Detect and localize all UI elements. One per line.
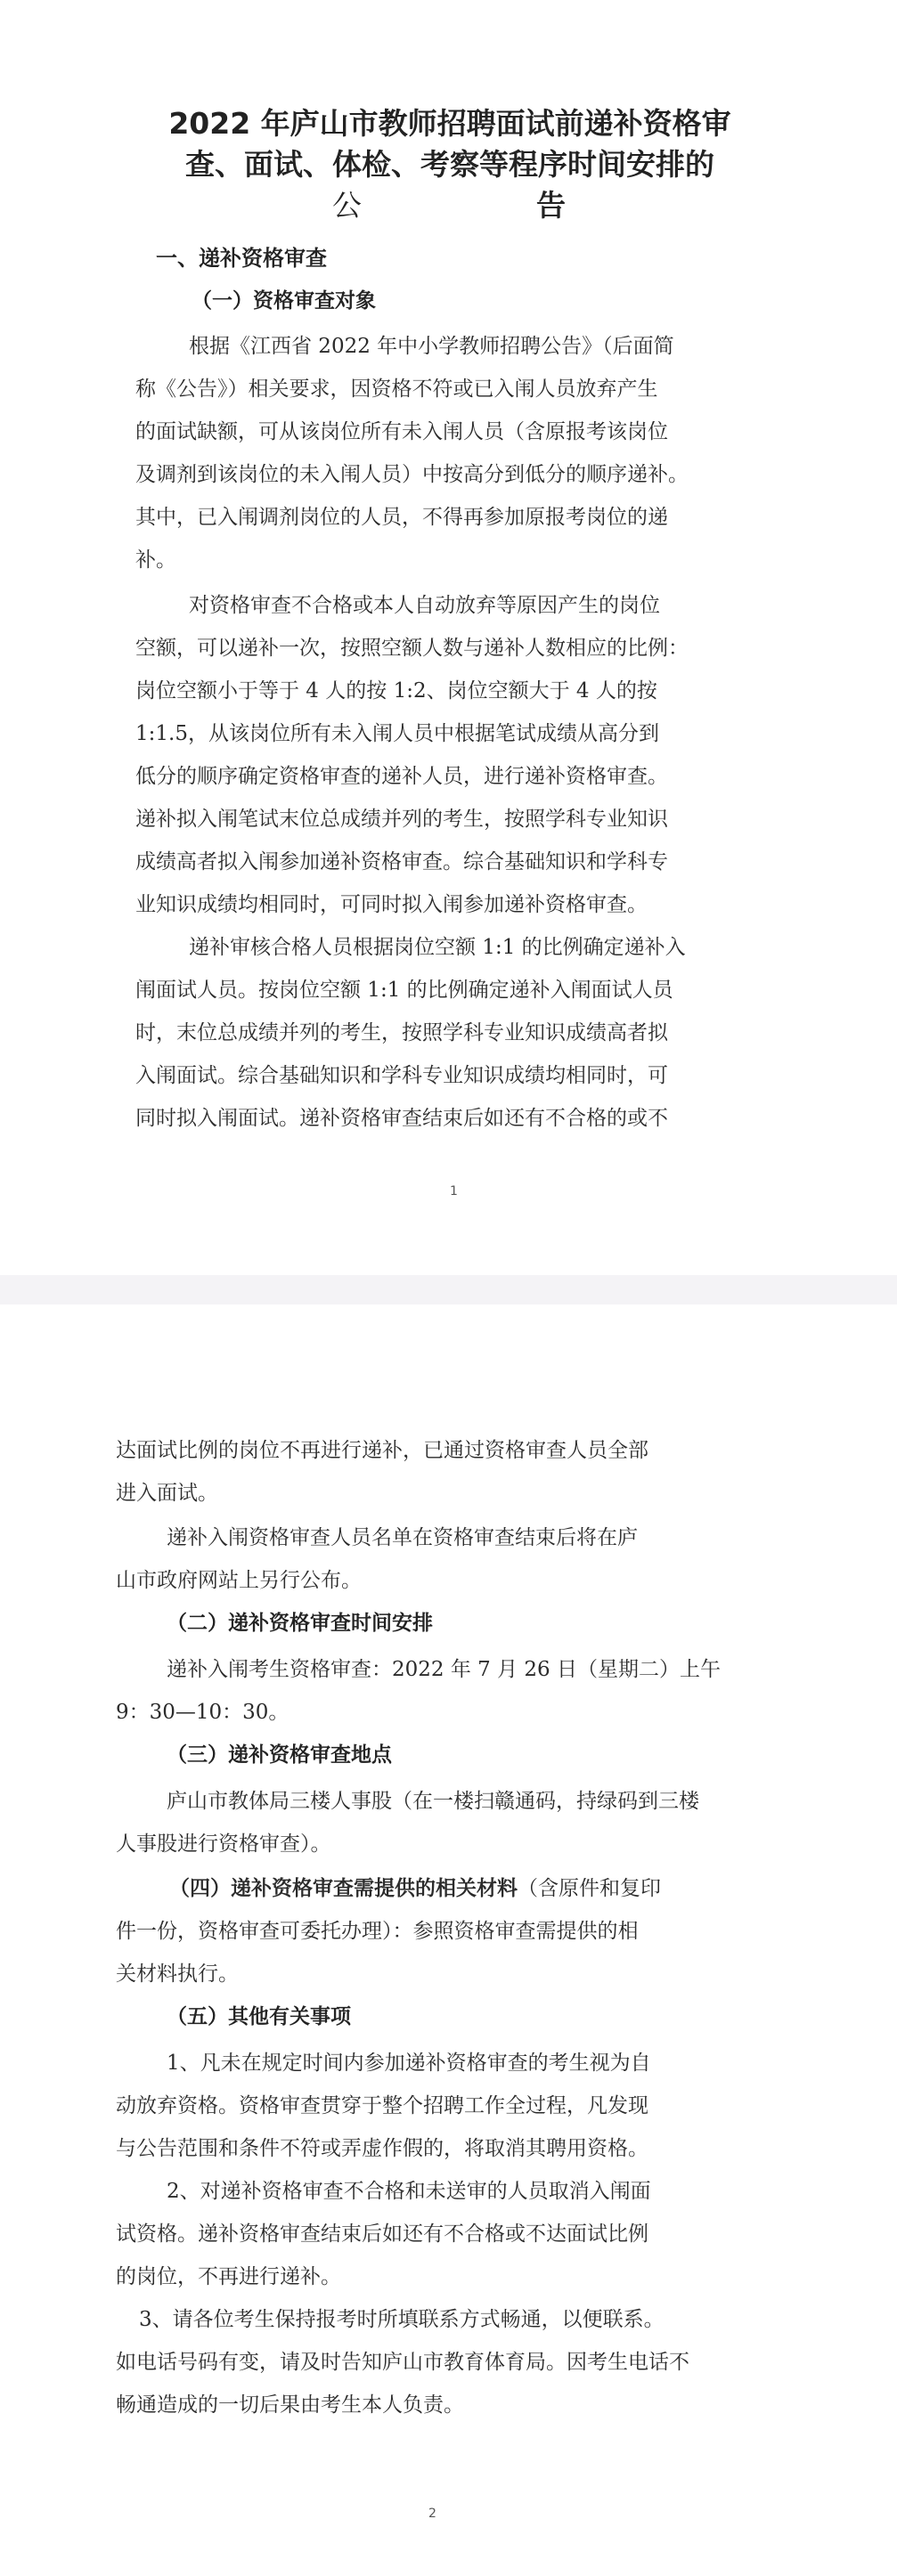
doc-title-line-2: 查、面试、体检、考察等程序时间安排的 (185, 147, 714, 182)
body-line: 9：30—10：30。 (116, 1701, 289, 1724)
subsection-heading-5: （五）其他有关事项 (167, 2004, 351, 2028)
body-line: 的岗位，不再进行递补。 (116, 2265, 341, 2288)
document-page-2 (0, 1304, 897, 2576)
section-heading-1: 一、递补资格审查 (156, 246, 327, 271)
body-line: 关材料执行。 (116, 1962, 239, 1986)
body-line: 试资格。递补资格审查结束后如还有不合格或不达面试比例 (116, 2223, 648, 2246)
body-line: 岗位空额小于等于 4 人的按 1:2、岗位空额大于 4 人的按 (135, 679, 657, 703)
document-page-1 (0, 0, 897, 1275)
body-line: 3、请各位考生保持报考时所填联系方式畅通，以便联系。 (139, 2308, 665, 2331)
body-line: 入闱面试。综合基础知识和学科专业知识成绩均相同时，可 (135, 1064, 668, 1087)
body-line: 低分的顺序确定资格审查的递补人员，进行递补资格审查。 (135, 765, 668, 788)
page-number: 1 (450, 1184, 458, 1199)
subsection-heading-4-rest: （含原件和复印 (518, 1877, 661, 1900)
body-line: 进入面试。 (116, 1482, 218, 1505)
body-line: 闱面试人员。按岗位空额 1:1 的比例确定递补入闱面试人员 (135, 979, 673, 1002)
subsection-heading-2: （二）递补资格审查时间安排 (167, 1611, 433, 1635)
body-line: 递补审核合格人员根据岗位空额 1:1 的比例确定递补入 (189, 936, 686, 959)
body-line: 与公告范围和条件不符或弄虚作假的，将取消其聘用资格。 (116, 2137, 648, 2160)
subsection-heading-4-bold: （四）递补资格审查需提供的相关材料 (169, 1876, 518, 1900)
body-line: 递补拟入闱笔试末位总成绩并列的考生，按照学科专业知识 (135, 808, 668, 831)
body-line: 人事股进行资格审查）。 (116, 1832, 331, 1856)
body-line: 根据《江西省 2022 年中小学教师招聘公告》（后面简 (189, 335, 674, 358)
body-line: 如电话号码有变，请及时告知庐山市教育体育局。因考生电话不 (116, 2351, 689, 2374)
subsection-heading-4 (169, 1867, 661, 1910)
body-line: 2、对递补资格审查不合格和未送审的人员取消入闱面 (167, 2180, 651, 2203)
body-line: 其中，已入闱调剂岗位的人员，不得再参加原报考岗位的递 (135, 506, 668, 529)
body-line: 山市政府网站上另行公布。 (116, 1569, 362, 1592)
body-line: 动放弃资格。资格审查贯穿于整个招聘工作全过程，凡发现 (116, 2094, 648, 2117)
body-line: 称《公告》）相关要求，因资格不符或已入闱人员放弃产生 (135, 378, 658, 401)
subsection-heading-1: （一）资格审查对象 (192, 288, 376, 313)
subsection-heading-3: （三）递补资格审查地点 (167, 1743, 392, 1767)
doc-title-char-gao: 告 (536, 188, 566, 223)
doc-title-char-gong: 公 (332, 188, 362, 223)
body-line: 及调剂到该岗位的未入闱人员）中按高分到低分的顺序递补。 (135, 463, 689, 486)
page-gap (0, 1275, 897, 1304)
body-line: 的面试缺额，可从该岗位所有未入闱人员（含原报考该岗位 (135, 420, 668, 443)
page-number: 2 (428, 2507, 436, 2521)
body-line: 庐山市教体局三楼人事股（在一楼扫赣通码，持绿码到三楼 (167, 1790, 699, 1813)
body-line: 对资格审查不合格或本人自动放弃等原因产生的岗位 (189, 594, 660, 617)
body-line: 1:1.5，从该岗位所有未入闱人员中根据笔试成绩从高分到 (135, 722, 659, 745)
body-line: 业知识成绩均相同时，可同时拟入闱参加递补资格审查。 (135, 893, 648, 916)
body-line: 1、凡未在规定时间内参加递补资格审查的考生视为自 (167, 2052, 651, 2075)
body-line: 补。 (135, 549, 176, 572)
body-line: 递补入闱资格审查人员名单在资格审查结束后将在庐 (167, 1526, 638, 1549)
body-line: 畅通造成的一切后果由考生本人负责。 (116, 2393, 464, 2417)
body-line: 成绩高者拟入闱参加递补资格审查。综合基础知识和学科专 (135, 850, 668, 874)
doc-title-line-1: 2022 年庐山市教师招聘面试前递补资格审 (168, 106, 731, 141)
body-line: 空额，可以递补一次，按照空额人数与递补人数相应的比例： (135, 637, 689, 660)
body-line: 达面试比例的岗位不再进行递补，已通过资格审查人员全部 (116, 1439, 648, 1462)
body-line: 时，末位总成绩并列的考生，按照学科专业知识成绩高者拟 (135, 1021, 668, 1044)
body-line: 同时拟入闱面试。递补资格审查结束后如还有不合格的或不 (135, 1107, 668, 1130)
body-line: 递补入闱考生资格审查：2022 年 7 月 26 日（星期二）上午 (167, 1658, 721, 1681)
body-line: 件一份，资格审查可委托办理）：参照资格审查需提供的相 (116, 1920, 639, 1943)
